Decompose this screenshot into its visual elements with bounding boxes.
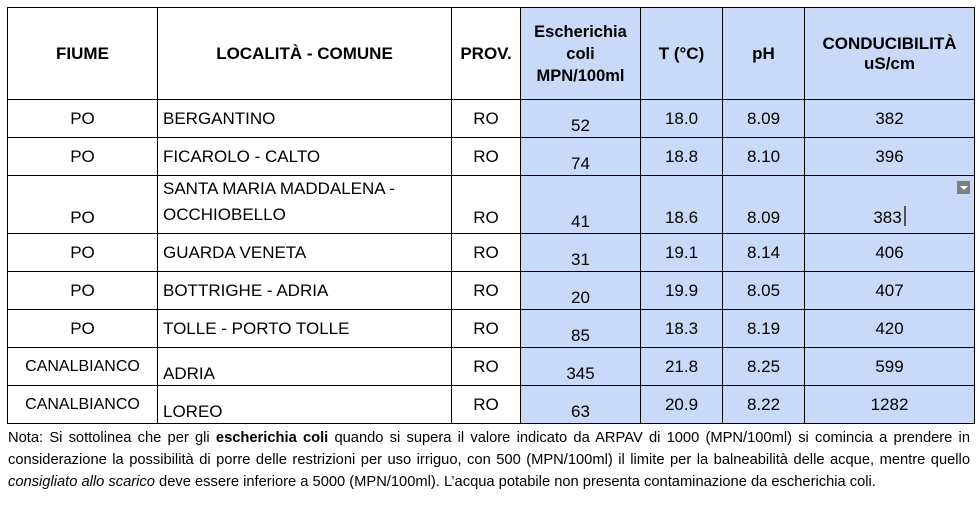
cell-prov[interactable]: RO <box>452 138 521 176</box>
cell-prov[interactable]: RO <box>452 348 521 386</box>
cell-temp[interactable]: 19.1 <box>641 234 723 272</box>
cell-conducibilita-value: 383 <box>873 208 902 227</box>
cell-temp[interactable]: 18.3 <box>641 310 723 348</box>
cell-ph[interactable]: 8.05 <box>723 272 805 310</box>
cell-temp[interactable]: 18.0 <box>641 100 723 138</box>
dropdown-arrow-icon[interactable] <box>957 181 970 194</box>
cell-prov[interactable]: RO <box>452 386 521 424</box>
cell-conducibilita[interactable]: 382 <box>805 100 975 138</box>
cell-temp[interactable]: 21.8 <box>641 348 723 386</box>
cell-localita[interactable]: FICAROLO - CALTO <box>158 138 452 176</box>
cell-conducibilita[interactable]: 420 <box>805 310 975 348</box>
cell-temp[interactable]: 19.9 <box>641 272 723 310</box>
cell-prov[interactable]: RO <box>452 310 521 348</box>
header-temp[interactable]: T (°C) <box>641 8 723 100</box>
cell-prov[interactable]: RO <box>452 176 521 234</box>
cell-fiume[interactable]: PO <box>8 176 158 234</box>
footnote-text-2: quando si supera il valore indicato da ARPAV di 1000 (MPN/100ml) si comincia a prendere in considerazione la possibilità di porre delle restrizioni per uso irriguo, con 500 (MPN/100ml) il limite per la balneabilità delle acque, mentre quello <box>8 430 970 468</box>
header-ecoli-line1: Escherichia <box>534 22 627 41</box>
cell-fiume[interactable]: PO <box>8 100 158 138</box>
cell-conducibilita[interactable]: 599 <box>805 348 975 386</box>
header-ph[interactable]: pH <box>723 8 805 100</box>
cell-conducibilita[interactable]: 1282 <box>805 386 975 424</box>
header-ecoli-line3: MPN/100ml <box>536 66 625 85</box>
cell-ecoli[interactable]: 31 <box>521 234 641 272</box>
header-conducibilita[interactable] <box>805 8 975 100</box>
cell-localita[interactable]: LOREO <box>158 386 452 424</box>
table-row <box>8 234 975 272</box>
cell-localita[interactable]: ADRIA <box>158 348 452 386</box>
cell-ecoli[interactable]: 20 <box>521 272 641 310</box>
header-prov[interactable]: PROV. <box>452 8 521 100</box>
table-row <box>8 138 975 176</box>
cell-prov[interactable]: RO <box>452 272 521 310</box>
text-cursor <box>904 206 906 226</box>
cell-fiume[interactable]: PO <box>8 310 158 348</box>
cell-ph[interactable]: 8.09 <box>723 100 805 138</box>
cell-localita[interactable]: BOTTRIGHE - ADRIA <box>158 272 452 310</box>
header-localita[interactable]: LOCALITÀ - COMUNE <box>158 8 452 100</box>
header-cond-line1: CONDUCIBILITÀ <box>822 33 957 53</box>
cell-fiume[interactable]: PO <box>8 272 158 310</box>
cell-ph[interactable]: 8.22 <box>723 386 805 424</box>
header-ecoli[interactable] <box>521 8 641 100</box>
cell-ph[interactable]: 8.09 <box>723 176 805 234</box>
water-quality-table <box>7 7 975 424</box>
cell-localita-line1: SANTA MARIA MADDALENA - <box>163 179 396 198</box>
footnote-text-1: Nota: Si sottolinea che per gli <box>8 430 216 446</box>
cell-fiume[interactable]: PO <box>8 234 158 272</box>
table-row <box>8 272 975 310</box>
cell-localita[interactable]: GUARDA VENETA <box>158 234 452 272</box>
cell-conducibilita-selected[interactable] <box>805 176 975 234</box>
cell-prov[interactable]: RO <box>452 100 521 138</box>
cell-prov[interactable]: RO <box>452 234 521 272</box>
cell-ph[interactable]: 8.19 <box>723 310 805 348</box>
cell-fiume[interactable]: CANALBIANCO <box>8 386 158 424</box>
header-row <box>8 8 975 100</box>
header-cond-line2: uS/cm <box>863 53 916 73</box>
header-fiume[interactable]: FIUME <box>8 8 158 100</box>
cell-ph[interactable]: 8.14 <box>723 234 805 272</box>
cell-fiume[interactable]: CANALBIANCO <box>8 348 158 386</box>
cell-conducibilita[interactable]: 406 <box>805 234 975 272</box>
footnote-italic: consigliato allo scarico <box>8 474 155 490</box>
cell-conducibilita[interactable]: 396 <box>805 138 975 176</box>
cell-ecoli[interactable]: 63 <box>521 386 641 424</box>
footnote-text-3: deve essere inferiore a 5000 (MPN/100ml). L’acqua potabile non presenta contaminazione da escherichia coli. <box>154 474 876 490</box>
cell-ecoli[interactable]: 345 <box>521 348 641 386</box>
cell-temp[interactable]: 20.9 <box>641 386 723 424</box>
cell-ph[interactable]: 8.10 <box>723 138 805 176</box>
cell-localita[interactable]: BERGANTINO <box>158 100 452 138</box>
cell-ecoli[interactable]: 52 <box>521 100 641 138</box>
header-ecoli-line2: coli <box>566 44 595 63</box>
table-row <box>8 310 975 348</box>
table-row <box>8 348 975 386</box>
cell-localita[interactable] <box>158 176 452 234</box>
table-row <box>8 386 975 424</box>
cell-temp[interactable]: 18.6 <box>641 176 723 234</box>
cell-conducibilita[interactable]: 407 <box>805 272 975 310</box>
footnote-bold: escherichia coli <box>215 430 329 446</box>
cell-fiume[interactable]: PO <box>8 138 158 176</box>
table-row <box>8 100 975 138</box>
footnote <box>8 427 970 493</box>
cell-ecoli[interactable]: 85 <box>521 310 641 348</box>
cell-ecoli[interactable]: 74 <box>521 138 641 176</box>
cell-temp[interactable]: 18.8 <box>641 138 723 176</box>
cell-localita[interactable]: TOLLE - PORTO TOLLE <box>158 310 452 348</box>
cell-localita-line2: OCCHIOBELLO <box>163 205 286 224</box>
table-row <box>8 176 975 234</box>
cell-ph[interactable]: 8.25 <box>723 348 805 386</box>
cell-ecoli[interactable]: 41 <box>521 176 641 234</box>
